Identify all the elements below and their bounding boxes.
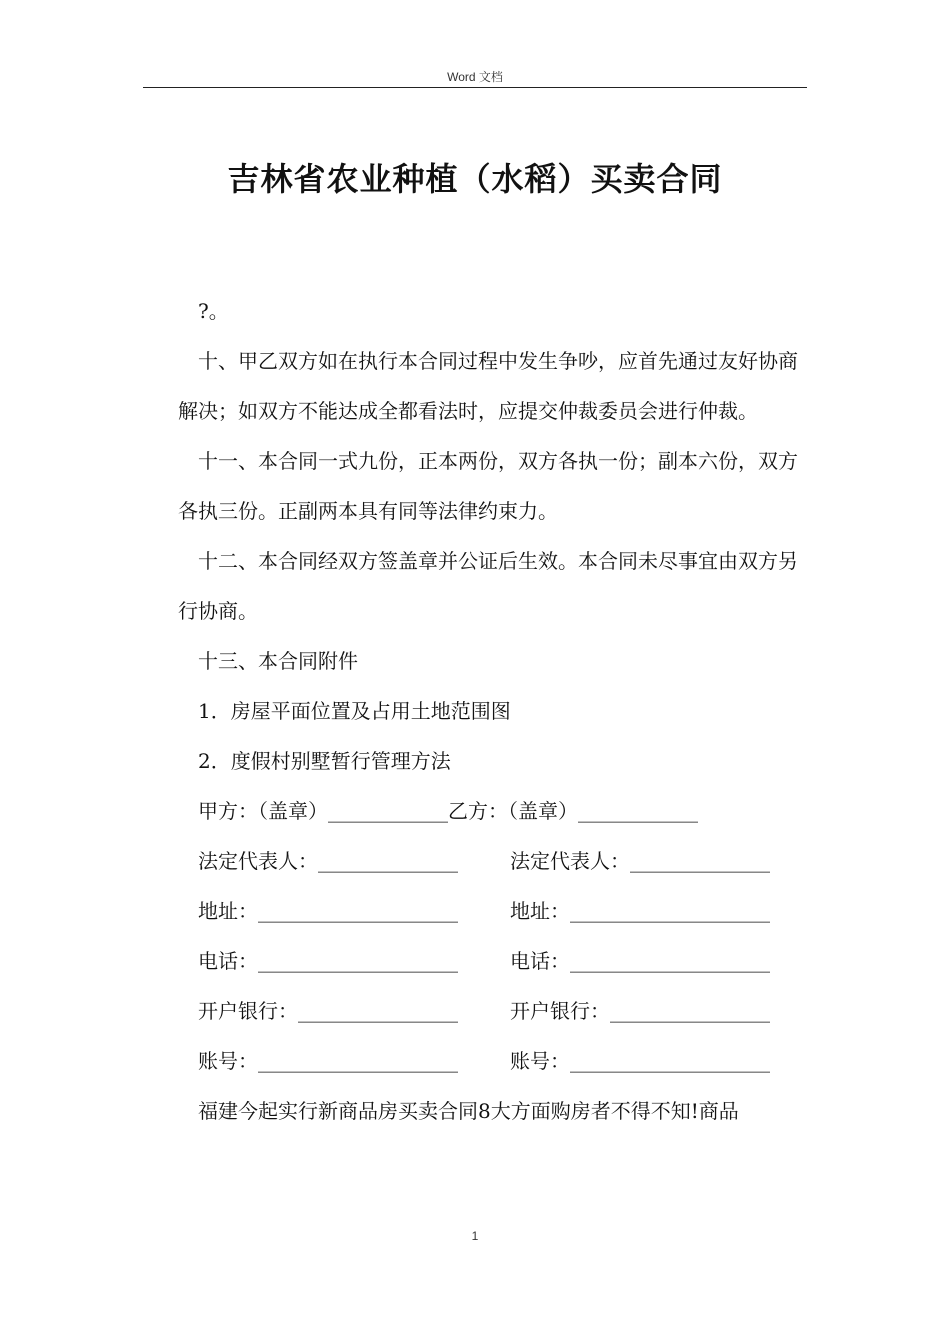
paragraph: 十、甲乙双方如在执行本合同过程中发生争吵，应首先通过友好协商解决；如双方不能达成全都看法时，应提交仲裁委员会进行仲裁。 <box>178 349 798 423</box>
signature-right-field: 地址：____________________ <box>510 899 770 923</box>
paragraph: ?。 <box>198 299 229 323</box>
header-divider <box>143 87 807 88</box>
signature-party-line <box>178 786 808 836</box>
document-body <box>178 286 808 1136</box>
signature-row <box>178 1036 808 1086</box>
signature-left-field: 电话：____________________ <box>198 949 458 973</box>
signature-left-field: 地址：____________________ <box>198 899 458 923</box>
closing-paragraph: 福建今起实行新商品房买卖合同8大方面购房者不得不知!商品 <box>198 1099 739 1123</box>
signature-party-text: 甲方：（盖章）____________乙方：（盖章）____________ <box>198 799 698 823</box>
paragraph: 十三、本合同附件 <box>198 649 358 673</box>
signature-left-field: 账号：____________________ <box>198 1049 458 1073</box>
signature-row <box>178 986 808 1036</box>
signature-right-field: 开户银行：________________ <box>510 999 770 1023</box>
signature-row <box>178 836 808 886</box>
signature-left-field: 法定代表人：______________ <box>198 849 458 873</box>
paragraph: 十二、本合同经双方签盖章并公证后生效。本合同未尽事宜由双方另行协商。 <box>178 549 798 623</box>
signature-right-field: 电话：____________________ <box>510 949 770 973</box>
document-title: 吉林省农业种植（水稻）买卖合同 <box>227 160 723 198</box>
signature-right-field: 账号：____________________ <box>510 1049 770 1073</box>
attachment-item: 2．度假村别墅暂行管理方法 <box>198 749 451 773</box>
signature-row <box>178 886 808 936</box>
attachment-item: 1．房屋平面位置及占用土地范围图 <box>198 699 511 723</box>
paragraph: 十一、本合同一式九份，正本两份，双方各执一份；副本六份，双方各执三份。正副两本具有同等法律约束力。 <box>178 449 798 523</box>
signature-left-field: 开户银行：________________ <box>198 999 458 1023</box>
page-header-text: Word 文档 <box>447 70 503 84</box>
page-number: 1 <box>471 1229 479 1243</box>
signature-right-field: 法定代表人：______________ <box>510 849 770 873</box>
signature-row <box>178 936 808 986</box>
